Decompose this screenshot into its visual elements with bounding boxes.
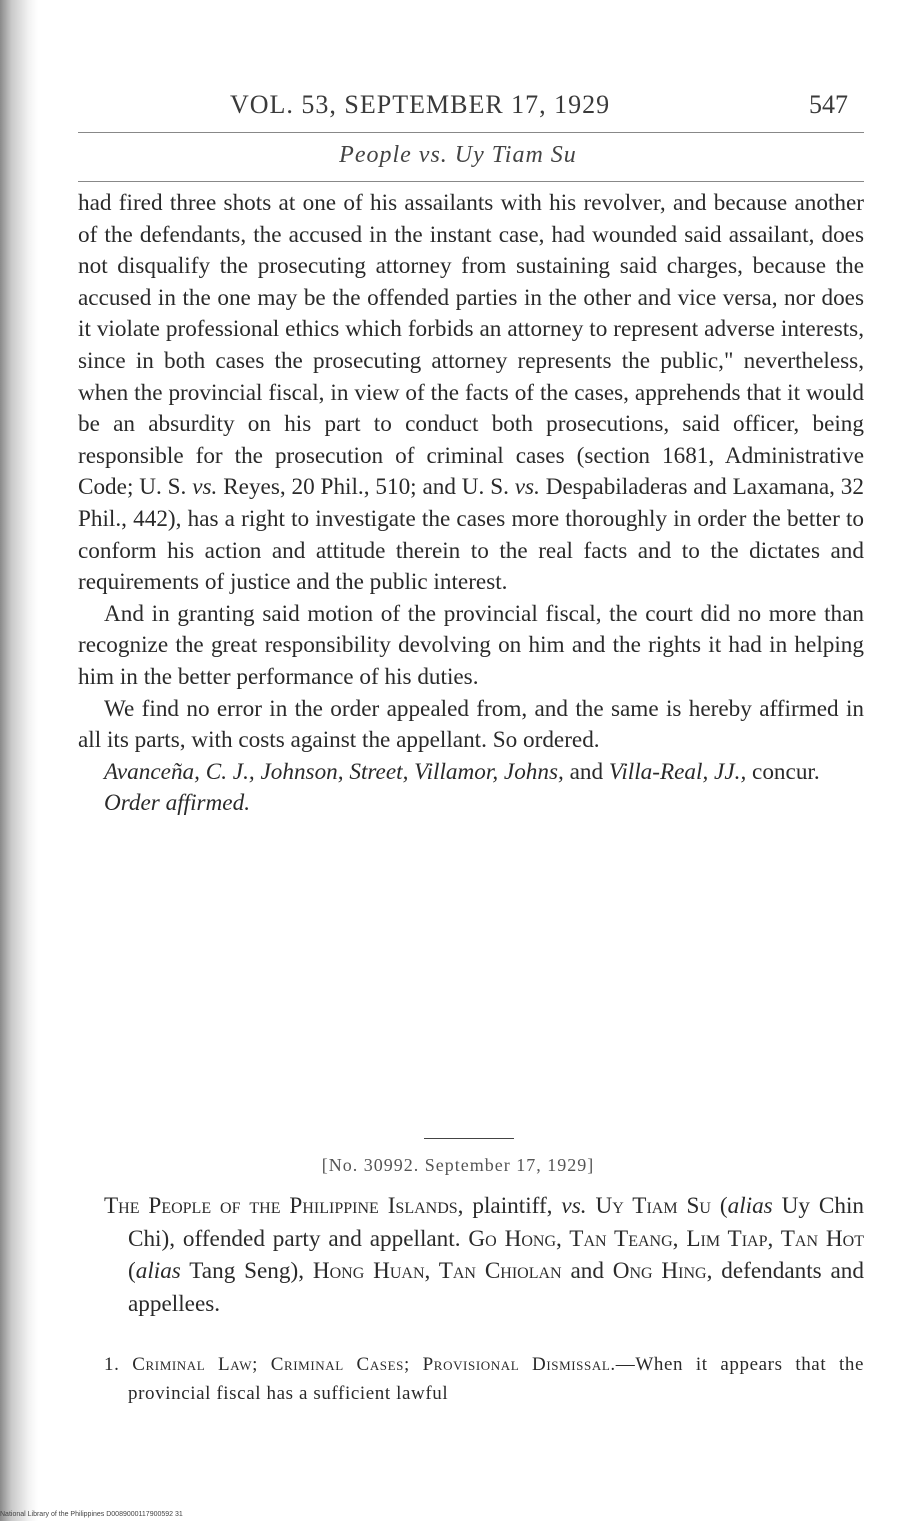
running-case-title: People vs. Uy Tiam Su [339, 142, 577, 168]
opinion-paragraph: And in granting said motion of the provincial fiscal, the court did no more than recognize the great responsibility devolving on him and the rights it had in helping him in the better performance of his duties. [78, 600, 864, 690]
running-head: VOL. 53, SEPTEMBER 17, 1929 [230, 90, 611, 119]
scan-binding-shadow [0, 0, 38, 1521]
header-rule-top [78, 132, 864, 133]
concurrence-line: Avanceña, C. J., Johnson, Street, Villamor, Johns, and Villa-Real, JJ., concur. [104, 758, 820, 785]
case-number: [No. 30992. September 17, 1929] [321, 1155, 595, 1175]
section-divider [424, 1138, 514, 1139]
opinion-paragraph: We find no error in the order appealed from, and the same is hereby affirmed in all its parts, with costs against the appellant. So ordered. [78, 695, 864, 754]
scan-watermark: National Library of the Philippines D0089000117900592 31 [0, 1511, 183, 1518]
opinion-paragraph: had fired three shots at one of his assailants with his revolver, and because another of the defendants, the accused in the instant case, had wounded said assailant, does not disqualify the prosecuting attorney from sustaining said charges, because the accused in the one may be the offended parties in the other and vice versa, nor does it violate professional ethics which forbids an attorney to represent adverse interests, since in both cases the prosecuting attorney represents the public," nevertheless, when the provincial fiscal, in view of the facts of the cases, apprehends that it would be an absurdity on his part to conduct both prosecutions, said officer, being responsible for the prosecution of criminal cases (section 1681, Administrative Code; U. S. vs. Reyes, 20 Phil., 510; and U. S. vs. Despabiladeras and Laxamana, 32 Phil., 442), has a right to investigate the cases more thoroughly in order the better to conform his action and attitude therein to the real facts and to the dictates and requirements of justice and the public interest. [78, 190, 864, 596]
syllabus-item: 1. Criminal Law; Criminal Cases; Provisional Dismissal.—When it appears that the provincial fiscal has a sufficient lawful [104, 1354, 864, 1404]
disposition: Order affirmed. [104, 790, 250, 817]
opinion-body [78, 188, 864, 820]
page-number: 547 [809, 90, 848, 119]
case-parties: The People of the Philippine Islands, plaintiff, vs. Uy Tiam Su (alias Uy Chin Chi), offended party and appellant. Go Hong, Tan Teang, Lim Tiap, Tan Hot (alias Tang Seng), Hong Huan, Tan Chiolan and Ong Hing, defendants and appellees. [104, 1193, 865, 1317]
header-rule-bottom [78, 181, 864, 182]
